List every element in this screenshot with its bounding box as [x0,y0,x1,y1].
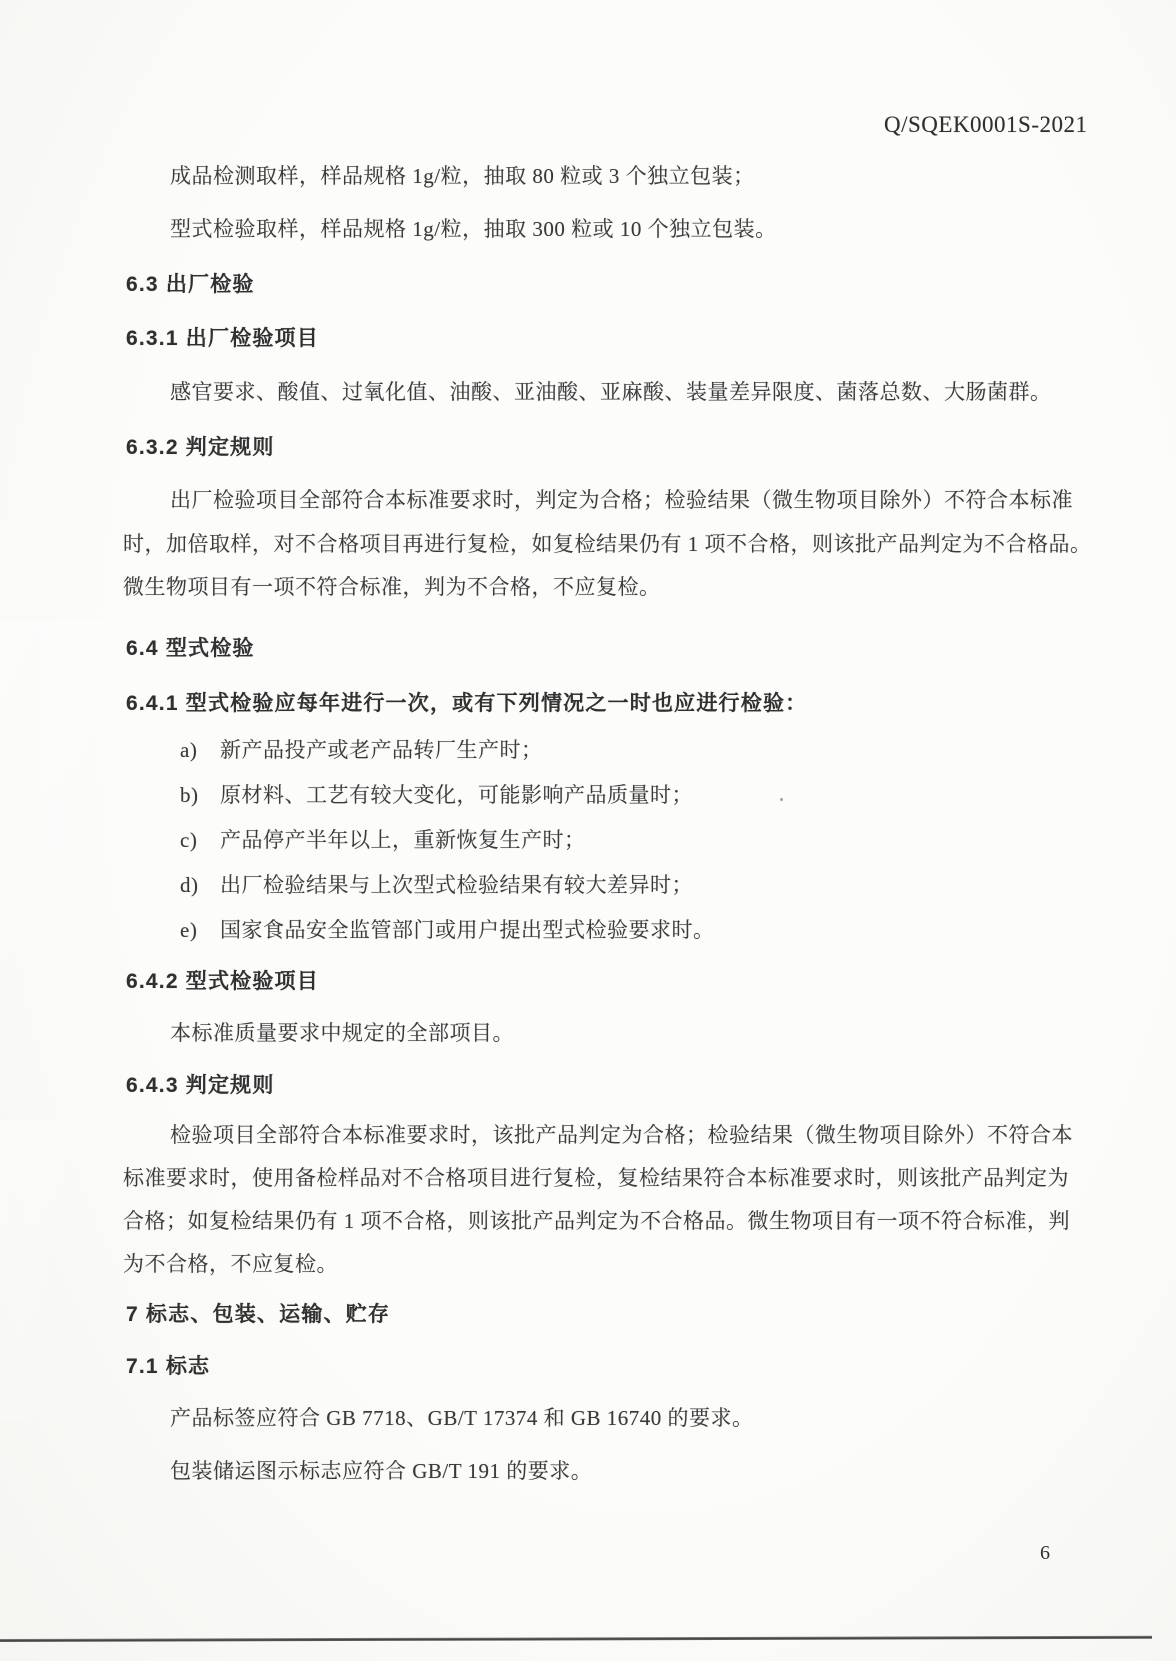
list-item-c [180,824,586,854]
page-bottom-edge [0,1636,1152,1642]
list-item-text: 产品停产半年以上，重新恢复生产时； [220,828,586,852]
sampling-line-2: 型式检验取样，样品规格 1g/粒，抽取 300 粒或 10 个独立包装。 [170,217,777,241]
section-heading-6-4-2: 6.4.2 型式检验项目 [126,970,319,993]
doc-ref: Q/SQEK0001S-2021 [884,112,1088,137]
section-heading-6-3-1: 6.3.1 出厂检验项目 [126,327,319,350]
list-item-d [180,869,693,899]
paragraph-6-4-3-line-1: 检验项目全部符合本标准要求时，该批产品判定为合格；检验结果（微生物项目除外）不符合本 [170,1123,1073,1147]
list-item-marker: b) [180,783,199,807]
section-heading-7-1: 7.1 标志 [126,1355,211,1378]
paragraph-6-3-1: 感官要求、酸值、过氧化值、油酸、亚油酸、亚麻酸、装量差异限度、菌落总数、大肠菌群。 [170,380,1052,404]
list-item-text: 出厂检验结果与上次型式检验结果有较大差异时； [220,873,693,897]
section-heading-6-4: 6.4 型式检验 [126,637,255,660]
list-item-e [180,914,715,944]
paragraph-7-1-line-1: 产品标签应符合 GB 7718、GB/T 17374 和 GB 16740 的要求。 [170,1406,754,1430]
list-item-b [180,779,693,809]
paragraph-6-4-3-line-3: 合格；如复检结果仍有 1 项不合格，则该批产品判定为不合格品。微生物项目有一项不符合标准，判 [123,1209,1070,1233]
paragraph-7-1-line-2: 包装储运图示标志应符合 GB/T 191 的要求。 [170,1459,593,1483]
sampling-line-1: 成品检测取样，样品规格 1g/粒，抽取 80 粒或 3 个独立包装； [170,164,755,188]
paragraph-6-3-2-line-1: 出厂检验项目全部符合本标准要求时，判定为合格；检验结果（微生物项目除外）不符合本标准 [170,488,1073,512]
list-item-marker: a) [180,738,198,762]
section-heading-6-3-2: 6.3.2 判定规则 [126,436,275,459]
list-item-text: 新产品投产或老产品转厂生产时； [220,738,543,762]
paragraph-6-4-2: 本标准质量要求中规定的全部项目。 [170,1021,514,1045]
section-heading-7: 7 标志、包装、运输、贮存 [126,1303,391,1326]
list-item-marker: e) [180,918,198,942]
scan-artifact-dot [780,798,783,801]
paragraph-6-3-2-line-3: 微生物项目有一项不符合标准，判为不合格，不应复检。 [123,575,661,599]
list-item-marker: c) [180,828,198,852]
list-item-text: 原材料、工艺有较大变化，可能影响产品质量时； [220,783,693,807]
paper-sheen [0,1120,120,1420]
list-item-text: 国家食品安全监管部门或用户提出型式检验要求时。 [220,918,715,942]
section-heading-6-4-3: 6.4.3 判定规则 [126,1074,275,1097]
list-item-marker: d) [180,873,199,897]
paragraph-6-4-3-line-4: 为不合格，不应复检。 [123,1252,338,1276]
section-heading-6-4-1: 6.4.1 型式检验应每年进行一次，或有下列情况之一时也应进行检验： [126,692,808,715]
paragraph-6-4-3-line-2: 标准要求时，使用备检样品对不合格项目进行复检，复检结果符合本标准要求时，则该批产品判定为 [123,1166,1069,1190]
paper-sheen [0,620,130,1050]
page-number: 6 [1040,1542,1050,1564]
list-item-a [180,734,543,764]
paragraph-6-3-2-line-2: 时，加倍取样，对不合格项目再进行复检，如复检结果仍有 1 项不合格，则该批产品判定为不合格品。 [123,532,1092,556]
section-heading-6-3: 6.3 出厂检验 [126,273,255,296]
